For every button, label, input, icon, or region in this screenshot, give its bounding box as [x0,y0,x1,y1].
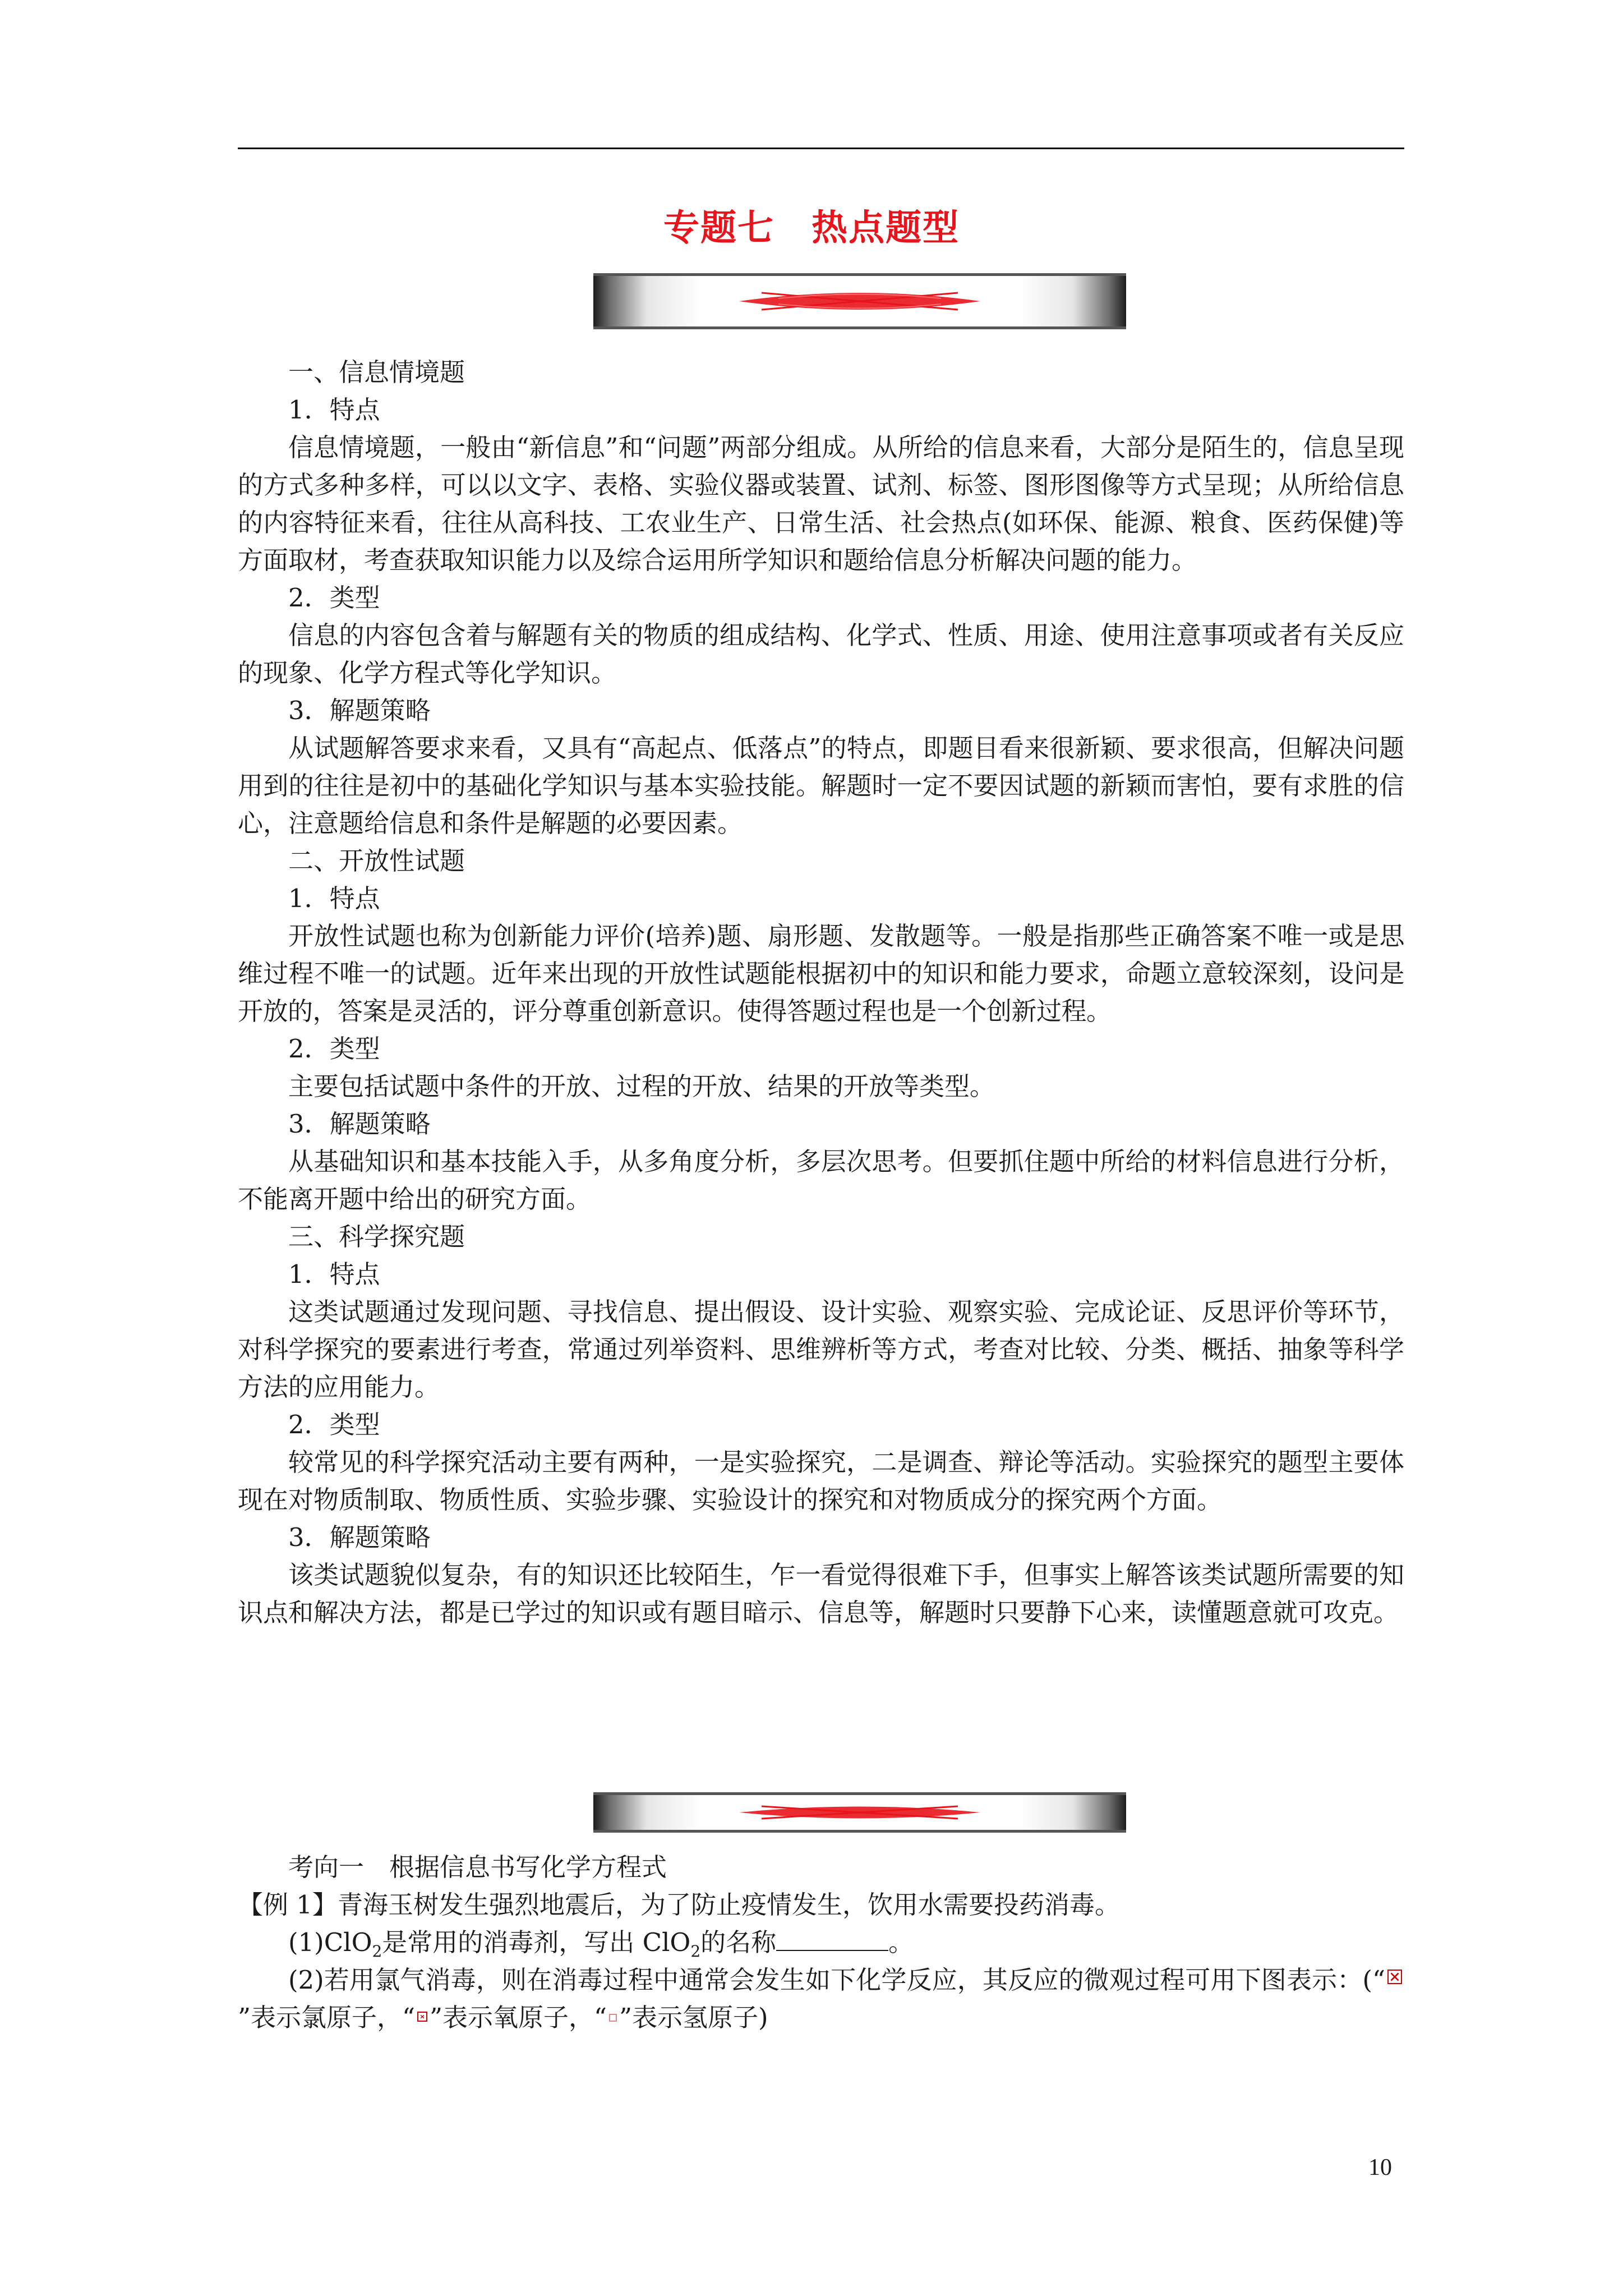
section-heading-1: 一、信息情境题 [288,357,465,387]
header-rule [238,148,1404,149]
question-2 [238,1961,1404,2036]
question-2-part-b: ”表示氯原子，“ [238,2003,416,2032]
hydrogen-atom-icon [609,2014,617,2022]
subheading-2-2: 2．类型 [288,1034,380,1064]
section-heading-3: 三、科学探究题 [288,1222,465,1251]
subheading-1-1: 1．特点 [288,395,380,425]
question-1-part-b: 是常用的消毒剂，写出 ClO [382,1927,691,1957]
subheading-1-3: 3．解题策略 [288,696,431,725]
paragraph-2-1: 开放性试题也称为创新能力评价(培养)题、扇形题、发散题等。一般是指那些正确答案不唯一或是思维过程不唯一的试题。近年来出现的开放性试题能根据初中的知识和能力要求，命题立意较深刻，设问是开放的，答案是灵活的，评分尊重创新意识。使得答题过程也是一个创新过程。 [238,921,1404,1026]
section-heading-2: 二、开放性试题 [288,846,465,876]
exam-direction-heading: 考向一 根据信息书写化学方程式 [288,1852,667,1882]
example-tag: 【例 1】 [238,1890,338,1920]
example-intro-text: 青海玉树发生强烈地震后，为了防止疫情发生，饮用水需要投药消毒。 [337,1890,1120,1920]
paragraph-3-1: 这类试题通过发现问题、寻找信息、提出假设、设计实验、观察实验、完成论证、反思评价等环节，对科学探究的要素进行考查，常通过列举资料、思维辨析等方式，考查对比较、分类、概括、抽象等科学方法的应用能力。 [238,1297,1404,1402]
page-title: 专题七 热点题型 [663,208,960,249]
decorative-banner-top [593,273,1126,329]
question-2-part-d: ”表示氢原子) [619,2003,768,2032]
red-swoosh-icon [593,276,1126,326]
question-1-part-a: (1)ClO [288,1927,372,1957]
main-content [238,353,1404,1631]
question-1 [238,1924,1404,1961]
decorative-banner-bottom [593,1792,1126,1833]
subheading-2-1: 1．特点 [288,884,380,913]
example-section [238,1848,1404,2036]
red-swoosh-icon [593,1795,1126,1830]
subheading-1-2: 2．类型 [288,583,380,613]
subheading-3-1: 1．特点 [288,1259,380,1289]
question-2-part-c: ”表示氧原子，“ [430,2003,607,2032]
paragraph-2-3: 从基础知识和基本技能入手，从多角度分析，多层次思考。但要抓住题中所给的材料信息进行分析，不能离开题中给出的研究方面。 [238,1147,1404,1214]
paragraph-1-2: 信息的内容包含着与解题有关的物质的组成结构、化学式、性质、用途、使用注意事项或者有关反应的现象、化学方程式等化学知识。 [238,620,1404,688]
page-number: 10 [1368,2155,1392,2180]
subscript-2: 2 [372,1942,382,1961]
subheading-3-3: 3．解题策略 [288,1522,431,1552]
question-1-end: 。 [888,1927,914,1957]
example-1-intro [238,1886,1404,1924]
paragraph-2-2: 主要包括试题中条件的开放、过程的开放、结果的开放等类型。 [288,1071,995,1101]
oxygen-atom-icon [417,2012,427,2022]
paragraph-3-2: 较常见的科学探究活动主要有两种，一是实验探究，二是调查、辩论等活动。实验探究的题型主要体现在对物质制取、物质性质、实验步骤、实验设计的探究和对物质成分的探究两个方面。 [238,1447,1404,1515]
paragraph-1-1: 信息情境题，一般由“新信息”和“问题”两部分组成。从所给的信息来看，大部分是陌生的，信息呈现的方式多种多样，可以以文字、表格、实验仪器或装置、试剂、标签、图形图像等方式呈现；从所给信息的内容特征来看，往往从高科技、工农业生产、日常生活、社会热点(如环保、能源、粮食、医药保健)等方面取材，考查获取知识能力以及综合运用所学知识和题给信息分析解决问题的能力。 [238,432,1404,575]
paragraph-1-3: 从试题解答要求来看，又具有“高起点、低落点”的特点，即题目看来很新颖、要求很高，但解决问题用到的往往是初中的基础化学知识与基本实验技能。解题时一定不要因试题的新颖而害怕，要有求胜的信心，注意题给信息和条件是解题的必要因素。 [238,733,1404,838]
question-2-part-a: (2)若用氯气消毒，则在消毒过程中通常会发生如下化学反应，其反应的微观过程可用下图表示：(“ [288,1965,1385,1995]
paragraph-3-3: 该类试题貌似复杂，有的知识还比较陌生，乍一看觉得很难下手，但事实上解答该类试题所需要的知识点和解决方法，都是已学过的知识或有题目暗示、信息等，解题时只要静下心来，读懂题意就可攻克。 [238,1560,1404,1627]
subheading-3-2: 2．类型 [288,1410,380,1439]
answer-blank[interactable] [776,1927,888,1951]
chlorine-atom-icon [1387,1970,1402,1984]
subheading-2-3: 3．解题策略 [288,1109,431,1139]
subscript-2: 2 [690,1942,701,1961]
question-1-part-c: 的名称 [700,1927,777,1957]
